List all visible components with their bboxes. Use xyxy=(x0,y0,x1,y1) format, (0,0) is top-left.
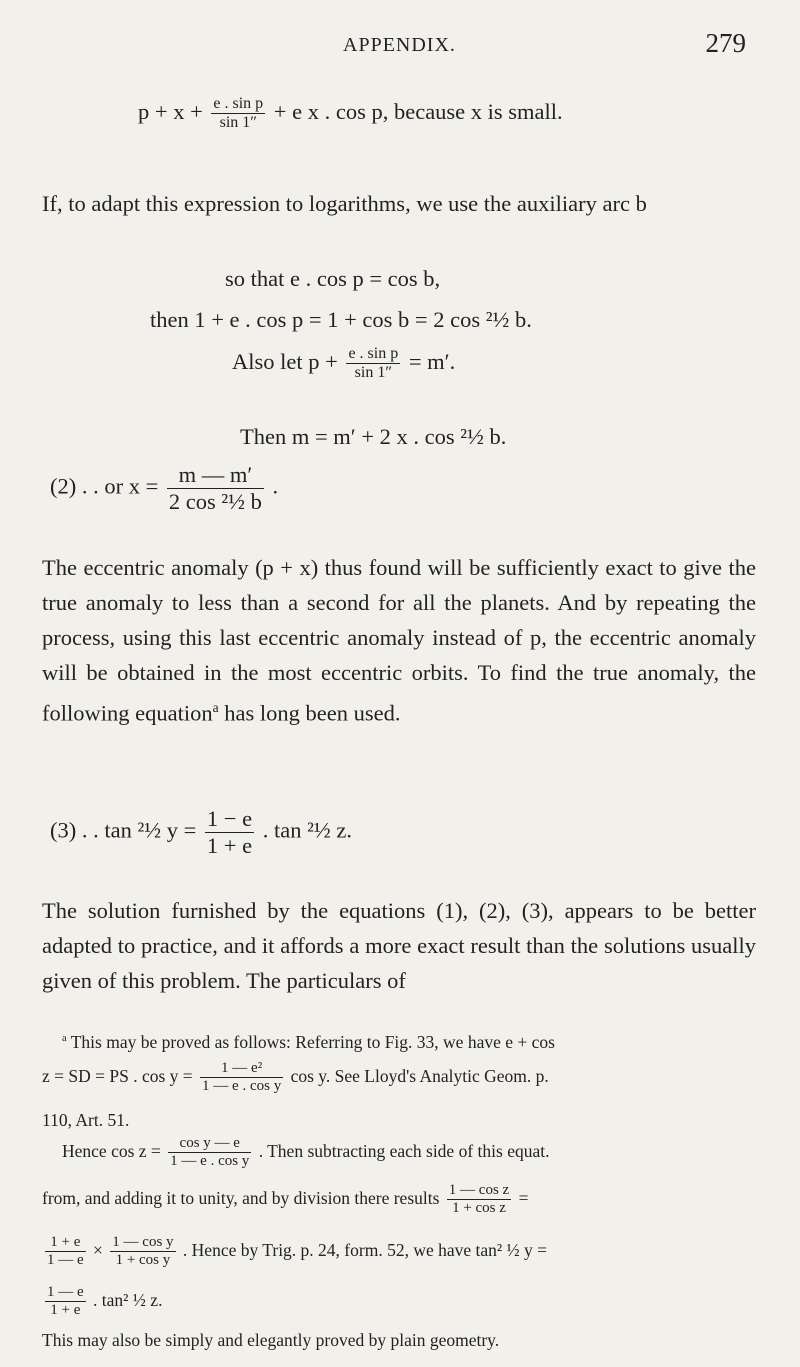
fn-line5-lhs: from, and adding it to unity, and by division there results xyxy=(42,1187,440,1208)
fn-line5-rhs: = xyxy=(518,1187,529,1208)
eq3-rhs: . tan ²½ z. xyxy=(262,817,352,843)
footnote-line-3: 110, Art. 51. xyxy=(42,1110,130,1130)
equation-also-let xyxy=(232,345,455,383)
footnote-line-6 xyxy=(42,1234,547,1270)
paragraph-3: The solution furnished by the equations (1), (2), (3), appears to be better adapted to practice, and it affords a more exact result than the solutions usually given of this problem. The particulars of xyxy=(42,898,756,993)
equation-then-m: Then m = m′ + 2 x . cos ²½ b. xyxy=(240,424,507,449)
fn-line6-numerator-1: 1 + e xyxy=(45,1234,86,1252)
equation-3 xyxy=(50,806,352,859)
fn-line7-numerator: 1 — e xyxy=(45,1284,86,1302)
fn-line4-numerator: cos y — e xyxy=(168,1135,251,1153)
eq3-fraction xyxy=(205,806,254,859)
eq3-numerator: 1 − e xyxy=(206,806,253,831)
eq2-fraction xyxy=(167,462,264,515)
eq2-denominator: 2 cos ²½ b xyxy=(168,488,262,514)
eq-top-lhs: p + x + xyxy=(138,99,203,125)
equation-top xyxy=(138,95,563,133)
fn-line6-denominator-2: 1 + cos y xyxy=(115,1252,171,1269)
eq-also-denominator: sin 1″ xyxy=(354,364,392,382)
fn-line4-lhs: Hence cos z = xyxy=(62,1140,161,1161)
page-header xyxy=(0,28,800,58)
fn-line6-denominator-1: 1 — e xyxy=(47,1252,84,1269)
footnote-line-7 xyxy=(42,1284,162,1320)
eq-also-lhs: Also let p + xyxy=(232,349,338,375)
fn-line4-denominator: 1 — e . cos y xyxy=(170,1153,250,1170)
eq-also-fraction xyxy=(346,345,400,383)
eq2-numerator: m — m′ xyxy=(167,462,264,489)
footnote-line-4 xyxy=(62,1135,549,1171)
footnote-line-1 xyxy=(62,1032,555,1053)
paragraph-2-text: The eccentric anomaly (p + x) thus found will be sufficiently exact to give the true anomaly to less than a second for all the planets. And by repeating the process, using this last eccentric anomaly instead of p, the eccentric anomaly will be obtained in the most eccentric orbits. To find the true anomaly, the following equation xyxy=(42,555,756,726)
equation-2 xyxy=(50,462,278,515)
fn-line2-lhs: z = SD = PS . cos y = xyxy=(42,1065,193,1086)
eq-top-fraction xyxy=(211,95,265,133)
fn-line7-rhs: . tan² ½ z. xyxy=(93,1289,163,1310)
footnote-marker: a xyxy=(62,1033,67,1045)
eq-top-denominator: sin 1″ xyxy=(219,114,257,132)
equation-then-1: then 1 + e . cos p = 1 + cos b = 2 cos ²½ b. xyxy=(150,307,532,332)
fn-line7-fraction xyxy=(45,1284,86,1320)
fn-line7-denominator: 1 + e xyxy=(50,1302,81,1319)
footnote-marker-ref: a xyxy=(212,700,219,715)
paragraph-2 xyxy=(42,550,756,731)
fn-line2-numerator: 1 — e² xyxy=(200,1060,283,1078)
fn-line2-fraction xyxy=(200,1060,283,1096)
fn-line2-denominator: 1 — e . cos y xyxy=(202,1078,282,1095)
eq3-label: (3) . . tan ²½ y = xyxy=(50,817,197,843)
eq-top-numerator: e . sin p xyxy=(211,95,265,114)
fn-line2-rhs: cos y. See Lloyd's Analytic Geom. p. xyxy=(290,1065,549,1086)
eq3-denominator: 1 + e xyxy=(206,832,253,858)
paragraph-2-end: has long been used. xyxy=(218,700,401,726)
footnote-line-1-text: This may be proved as follows: Referring to Fig. 33, we have e + cos xyxy=(70,1032,555,1052)
fn-line6-fraction-2 xyxy=(110,1234,175,1270)
eq-top-rhs: + e x . cos p, because x is small. xyxy=(273,99,563,125)
page-number: 279 xyxy=(705,28,746,58)
fn-line5-numerator: 1 — cos z xyxy=(447,1182,511,1200)
fn-line6-rhs: . Hence by Trig. p. 24, form. 52, we have tan² ½ y = xyxy=(182,1239,548,1260)
eq-also-numerator: e . sin p xyxy=(346,345,400,364)
fn-line5-fraction xyxy=(447,1182,511,1218)
paragraph-1: If, to adapt this expression to logarithms, we use the auxiliary arc b xyxy=(42,191,647,216)
equation-so-that: so that e . cos p = cos b, xyxy=(225,266,441,291)
footnote-line-5 xyxy=(42,1182,528,1218)
fn-line6-fraction-1 xyxy=(45,1234,86,1270)
eq2-rhs: . xyxy=(272,473,279,499)
eq2-label: (2) . . or x = xyxy=(50,473,159,499)
fn-line5-denominator: 1 + cos z xyxy=(452,1200,506,1217)
fn-line6-numerator-2: 1 — cos y xyxy=(110,1234,175,1252)
fn-line4-rhs: . Then subtracting each side of this equat. xyxy=(258,1140,550,1161)
fn-line6-times: × xyxy=(93,1239,103,1260)
running-head: APPENDIX. xyxy=(343,34,456,56)
footnote-line-8: This may also be simply and elegantly proved by plain geometry. xyxy=(42,1330,500,1350)
fn-line4-fraction xyxy=(168,1135,251,1171)
eq-also-rhs: = m′. xyxy=(408,349,456,375)
footnote-line-2 xyxy=(42,1060,549,1096)
